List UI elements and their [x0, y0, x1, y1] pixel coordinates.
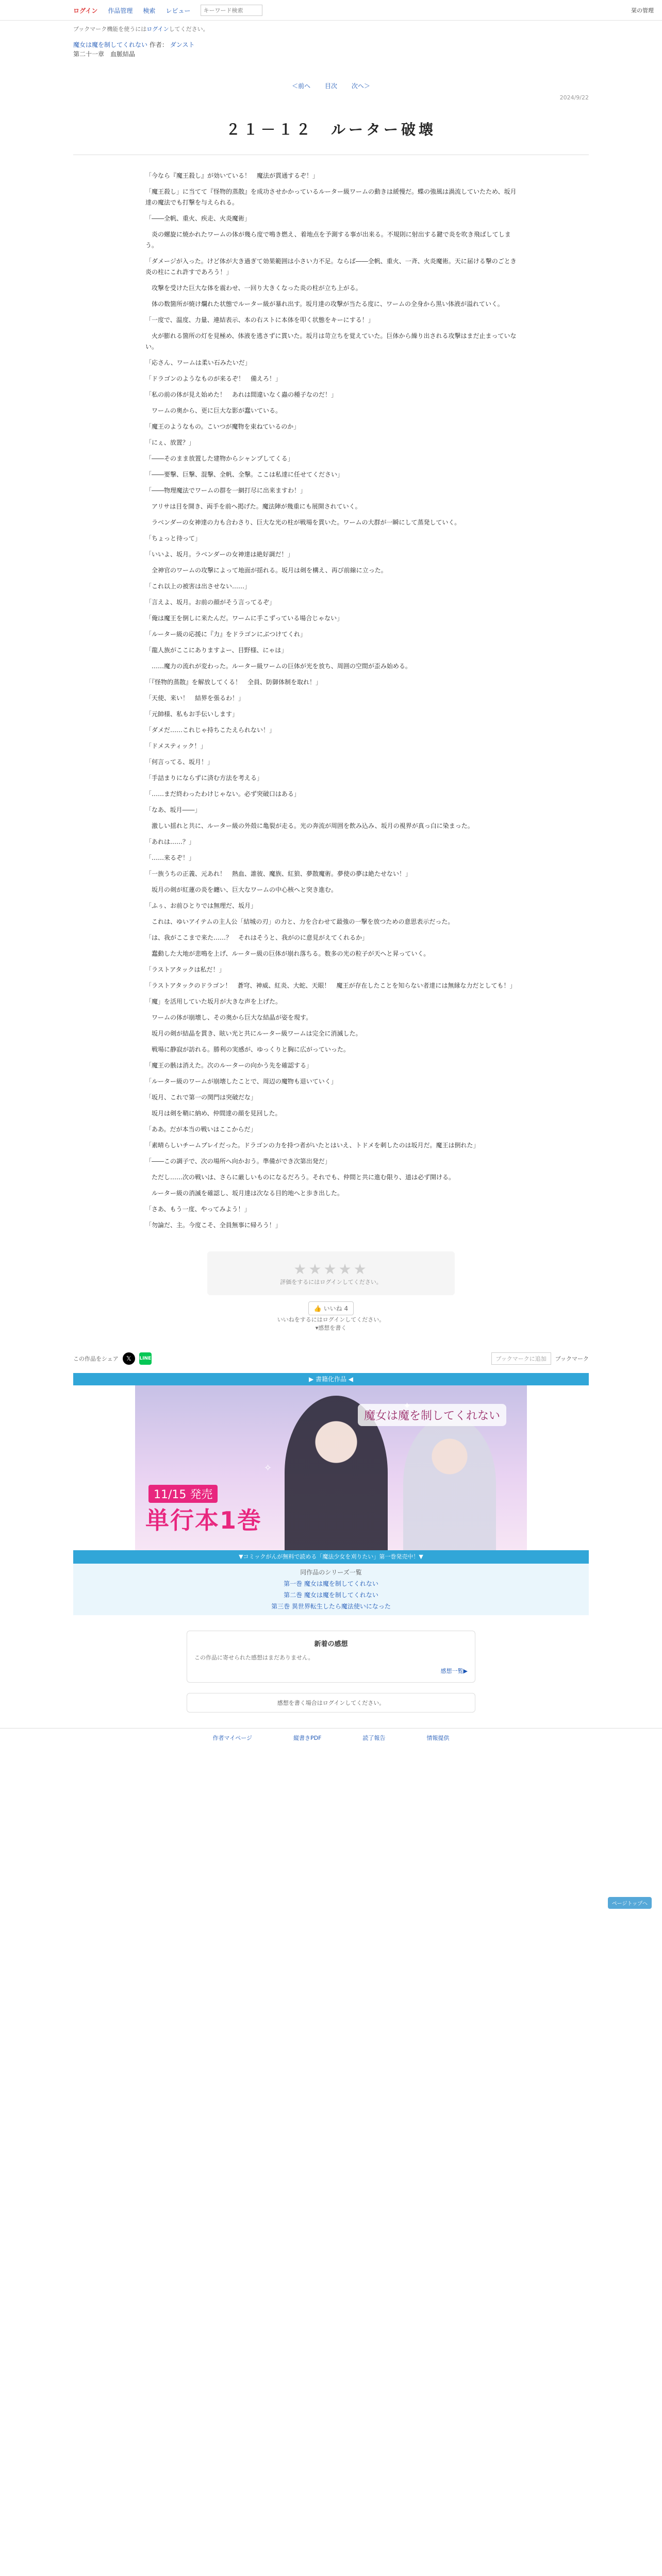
novel-paragraph: 「俺は魔王を倒しに来たんだ。ワームに手こずっている場合じゃない」	[145, 615, 343, 622]
book-logo: 魔女は魔を制してくれない	[358, 1404, 506, 1426]
footer-pdf-link[interactable]: 縦書きPDF	[293, 1735, 322, 1741]
rating-stars[interactable]: ★★★★★	[293, 1261, 369, 1278]
impressions-body: この作品に寄せられた感想はまだありません。	[194, 1654, 314, 1661]
novel-body	[145, 171, 517, 1231]
episode-title: ２１－１２ ルーター破壊	[225, 121, 436, 138]
novel-paragraph: 「ラストアタックのドラゴン！ 蒼穹、神威、紅炎、大蛇、天眼！ 魔王が存在したことを知らない者達には無縁な力だとしても！」	[145, 982, 516, 989]
episode-pager-top	[73, 81, 589, 90]
series-link-1[interactable]: 第一巻 魔女は魔を制してくれない	[284, 1580, 378, 1587]
promo-footer[interactable]: ▼コミックがんが無料で読める「魔法少女を刈りたい」第一巻発売中！▼	[73, 1550, 589, 1564]
novel-paragraph: 「魔王殺し」に当てて『怪物的蒸散』を成功させかかっているルーター級ワームの動きは緩慢だ。蝶の強風は渦流していたため、坂月達の魔法でも打撃を与えられる。	[145, 188, 517, 206]
author-prefix: 作者：	[149, 41, 168, 48]
novel-paragraph: 「今なら『魔王殺し』が効いている！ 魔法が貫通するぞ！」	[145, 172, 319, 179]
novel-paragraph: 「元帥様、私もお手伝いします」	[145, 710, 239, 718]
like-label: いいね	[323, 1305, 342, 1312]
novel-paragraph: 「――そのまま放置した建物からシャンプしてくる」	[145, 455, 294, 462]
novel-paragraph: 「これ以上の被害は出させない……」	[145, 583, 251, 590]
novel-paragraph: アリサは目を開き、両手を前へ掲げた。魔法陣が幾重にも展開されていく。	[145, 503, 361, 510]
series-title-link[interactable]: 魔女は魔を制してくれない	[73, 41, 148, 48]
novel-paragraph: ワームの体が崩壊し、その奥から巨大な結晶が姿を現す。	[145, 1014, 312, 1021]
novel-paragraph: 「ちょっと待って」	[145, 535, 202, 542]
novel-paragraph: 蠢動した大地が悲鳴を上げ、ルーター級の巨体が崩れ落ちる。数多の光の粒子が天へと昇っていく。	[145, 950, 430, 957]
novel-paragraph: 「ダメだ……これじゃ持ちこたえられない！」	[145, 726, 276, 734]
search-input[interactable]	[201, 5, 262, 16]
novel-paragraph: 「ああ。だが本当の戦いはここからだ」	[145, 1126, 257, 1133]
novel-paragraph: 「魔王のようなもの。こいつが魔物を束ねているのか」	[145, 423, 300, 430]
like-login-note: いいねをするにはログインしてください。	[277, 1316, 385, 1323]
novel-paragraph: 「は、我がここまで来た……？ それはそうと、我がのに意見がえてくれるか」	[145, 934, 369, 941]
promo-header: ▶ 書籍化作品 ◀	[73, 1373, 589, 1385]
novel-paragraph: 「龍人族がここにありますよー、目野様、にゃは」	[145, 647, 288, 654]
share-bar	[73, 1352, 589, 1365]
top-nav	[73, 0, 589, 21]
section-title: 第二十一章 血脈結晶	[73, 50, 136, 58]
notice-suffix: してください。	[169, 26, 209, 32]
nav-search-link[interactable]: 検索	[143, 7, 156, 14]
novel-paragraph: 「――全帆、重火、疾走、火炎魔術」	[145, 215, 251, 222]
share-label: この作品をシェア	[73, 1355, 119, 1362]
impressions-more-link[interactable]: 感想一覧▶	[440, 1668, 468, 1674]
novel-paragraph: 「ラストアタックは私だ！」	[145, 966, 225, 973]
novel-paragraph: 「ドラゴンのようなものが来るぞ！ 備えろ！」	[145, 375, 282, 382]
novel-paragraph: 「ダメージが入った。けど体が大き過ぎて効果範囲は小さい力不足。ならば――全帆、重火、一斉、火炎魔術。天に届ける撃のごとき炎の柱にこれ許すであろう！」	[145, 258, 517, 276]
rating-box	[207, 1251, 455, 1295]
novel-paragraph: 「素晴らしいチームプレイだった。ドラゴンの力を持つ者がいたとはいえ、トドメを刺したのは坂月だ。魔王は倒れた」	[145, 1142, 479, 1149]
novel-paragraph: ただし……次の戦いは、さらに厳しいものになるだろう。それでも、仲間と共に進む限り、道は必ず開ける。	[145, 1174, 455, 1181]
novel-paragraph: 「ルーター級の応援に『力』をドラゴンにぶつけてくれ」	[145, 631, 307, 638]
novel-paragraph: 「手詰まりにならずに済む方法を考える」	[145, 774, 263, 782]
toc-link[interactable]: 目次	[324, 82, 337, 90]
novel-paragraph: 「……まだ終わったわけじゃない。必ず突破口はある」	[145, 790, 300, 798]
novel-paragraph: 「――要撃、巨撃、混撃、全帆、全撃。ここは私達に任せてください」	[145, 471, 344, 478]
novel-paragraph: 「ふぅ、お前ひとりでは無理だ、坂月」	[145, 902, 257, 909]
novel-paragraph: 「――物理魔法でワームの群を一網打尽に出来ますわ！」	[145, 487, 307, 494]
novel-paragraph: 「あれは……？」	[145, 838, 195, 845]
top-bar	[0, 0, 662, 21]
footer-finished-link[interactable]: 読了報告	[362, 1735, 386, 1741]
promo-links	[73, 1564, 589, 1615]
novel-paragraph: 全神官のワームの攻撃によって地面が揺れる。坂月は剣を構え、再び前線に立った。	[145, 567, 387, 574]
login-notice	[73, 25, 589, 33]
thumb-icon: 👍	[313, 1305, 322, 1312]
rating-note: 評価をするにはログインしてください。	[280, 1279, 382, 1285]
series-link-3[interactable]: 第三巻 異世界転生したら魔法使いになった	[271, 1603, 391, 1610]
nav-works-link[interactable]: 作品管理	[108, 7, 133, 14]
novel-paragraph: 坂月の剣が紅蓮の炎を纏い、巨大なワームの中心核へと突き進む。	[145, 886, 338, 893]
novel-paragraph: 「にぇ、放置？」	[145, 439, 195, 446]
x-share-icon[interactable]: 𝕏	[123, 1352, 135, 1365]
impressions-box	[187, 1631, 475, 1683]
novel-paragraph: 激しい揺れと共に、ルーター級の外殻に亀裂が走る。光の奔流が周囲を飲み込み、坂月の視界が真っ白に染まった。	[145, 822, 474, 829]
prev-link[interactable]: ＜前へ	[292, 82, 311, 90]
promo-banner[interactable]	[135, 1385, 527, 1550]
footer-links	[0, 1728, 662, 1742]
like-box	[207, 1301, 455, 1332]
add-bookmark-button[interactable]: ブックマークに追加	[491, 1352, 551, 1365]
novel-paragraph: 坂月の剣が結晶を貫き、眩い光と共にルーター級ワームは完全に消滅した。	[145, 1030, 362, 1037]
novel-paragraph: ルーター級の消滅を確認し、坂月達は次なる目的地へと歩き出した。	[145, 1190, 344, 1197]
novel-paragraph: 「さあ、もう一度、やってみよう！」	[145, 1206, 251, 1213]
novel-paragraph: ラベンダーの女神達の力も合わさり、巨大な光の柱が戦場を貫いた。ワームの大群が一瞬にして蒸発していく。	[145, 519, 461, 526]
novel-paragraph: 「何言ってる、坂月！」	[145, 758, 214, 766]
novel-paragraph: ワームの奥から、更に巨大な影が蠢いている。	[145, 407, 282, 414]
line-share-icon[interactable]: LINE	[139, 1352, 152, 1365]
second-heroine-illustration	[403, 1416, 496, 1550]
nav-review-link[interactable]: レビュー	[166, 7, 191, 14]
footer-author-page-link[interactable]: 作者マイページ	[212, 1735, 253, 1741]
like-button[interactable]	[308, 1301, 354, 1315]
novel-paragraph: 「坂月、これで第一の関門は突破だな」	[145, 1094, 257, 1101]
novel-paragraph: 「なあ、坂月――」	[145, 806, 201, 814]
page-top-tab[interactable]: ページトップへ	[608, 1897, 652, 1909]
novel-paragraph: ……魔力の流れが変わった。ルーター級ワームの巨体が光を放ち、周囲の空間が歪み始める。	[145, 663, 411, 670]
novel-paragraph: 「天使、来い！ 結界を張るわ！」	[145, 694, 245, 702]
login-link[interactable]: ログイン	[73, 7, 98, 14]
novel-paragraph: これは、ゆいアイテムの主人公「結城の刃」の力と、力を合わせて最強の一撃を放つための意思表示だった。	[145, 918, 454, 925]
bookmark-manage-link[interactable]: 栞の管理	[631, 7, 654, 14]
novel-paragraph: 「――この調子で、次の場所へ向かおう。準備ができ次第出発だ」	[145, 1158, 331, 1165]
novel-paragraph: 「一度で、温度、力量、連結表示、本の右ストに本体を叩く状態をキーにする！」	[145, 316, 374, 324]
sparkle-icon: ✧	[264, 1463, 272, 1473]
novel-paragraph: 「一族うちの正義、元あれ！ 熱血、誰彼、魔族、紅狼、夢散魔術。夢使の夢は絶たせない！」	[145, 870, 412, 877]
novel-paragraph: 「言えよ、坂月。お前の顔がそう言ってるぞ」	[145, 599, 276, 606]
novel-paragraph: 火が膨れる箇所の灯を見極め、体液を逃さずに貫いた。坂月は苛立ちを覚えていた。巨体から繰り出される攻撃はまだ止まっていない。	[145, 332, 517, 350]
volume-label: 単行本1巻	[145, 1506, 262, 1534]
novel-paragraph: 炎の螺旋に焼かれたワームの体が幾ら度で鳴き燃え、着地点を予測する事が出来る。不規則に射出する鍵で炎を吹き飛ばしてしまう。	[145, 231, 511, 249]
footer-info-link[interactable]: 情報提供	[426, 1735, 450, 1741]
like-count: 4	[344, 1305, 349, 1312]
novel-paragraph: 「勿論だ、主。今度こそ、全員無事に帰ろう！」	[145, 1222, 282, 1229]
release-date: 11/15 発売	[148, 1485, 218, 1503]
series-list-header: 同作品のシリーズ一覧	[300, 1569, 362, 1576]
share-bookmark	[491, 1352, 589, 1365]
novel-paragraph: 攻撃を受けた巨大な体を震わせ、一回り大きくなった炎の柱が立ち上がる。	[145, 284, 362, 292]
novel-paragraph: 「私の前の体が見え始めた！ あれは間違いなく蟲の種子なのだ！」	[145, 391, 338, 398]
novel-paragraph: 戦場に静寂が訪れる。勝利の実感が、ゆっくりと胸に広がっていった。	[145, 1046, 350, 1053]
notice-login-link[interactable]: ログイン	[146, 26, 169, 32]
novel-paragraph: 「『怪物的蒸散』を解放してくる！ 全員、防御体制を取れ！」	[145, 679, 322, 686]
bookmark-label[interactable]: ブックマーク	[555, 1355, 589, 1362]
novel-paragraph: 「魔」を活用していた坂月が大きな声を上げた。	[145, 998, 282, 1005]
novel-paragraph: 「ドメスティック！」	[145, 742, 207, 750]
impressions-title: 新着の感想	[314, 1640, 348, 1648]
novel-paragraph: 「魔王の骸は消えた。次のルーターの向かう先を確認する」	[145, 1062, 313, 1069]
novel-paragraph: 坂月は剣を鞘に納め、仲間達の顔を見回した。	[145, 1110, 282, 1117]
notice-prefix: ブックマーク機能を使うには	[73, 26, 147, 32]
write-impression-box[interactable]: 感想を書く場合はログインしてください。	[187, 1693, 475, 1713]
novel-paragraph: 「ルーター級のワームが崩壊したことで、周辺の魔物も退いていく」	[145, 1078, 337, 1085]
novel-paragraph: 「いいよ、坂月。ラベンダーの女神達は絶好調だ！」	[145, 551, 294, 558]
next-link[interactable]: 次へ＞	[351, 82, 370, 90]
novel-paragraph: 体の数箇所が焼け爛れた状態でルーター級が暴れ出す。坂月達の攻撃が当たる度に、ワームの全身から黒い体液が溢れていく。	[145, 300, 504, 308]
write-impression-toggle[interactable]: ▾感想を書く	[315, 1325, 347, 1331]
breadcrumb	[73, 40, 589, 59]
publish-date: 2024/9/22	[559, 94, 589, 101]
novel-paragraph: 「応さん、ワームは柔い石みたいだ」	[145, 359, 251, 366]
author-link[interactable]: ダンスト	[170, 41, 195, 48]
series-link-2[interactable]: 第二巻 魔女は魔を制してくれない	[284, 1591, 378, 1599]
novel-paragraph: 「……来るぞ！」	[145, 854, 195, 861]
